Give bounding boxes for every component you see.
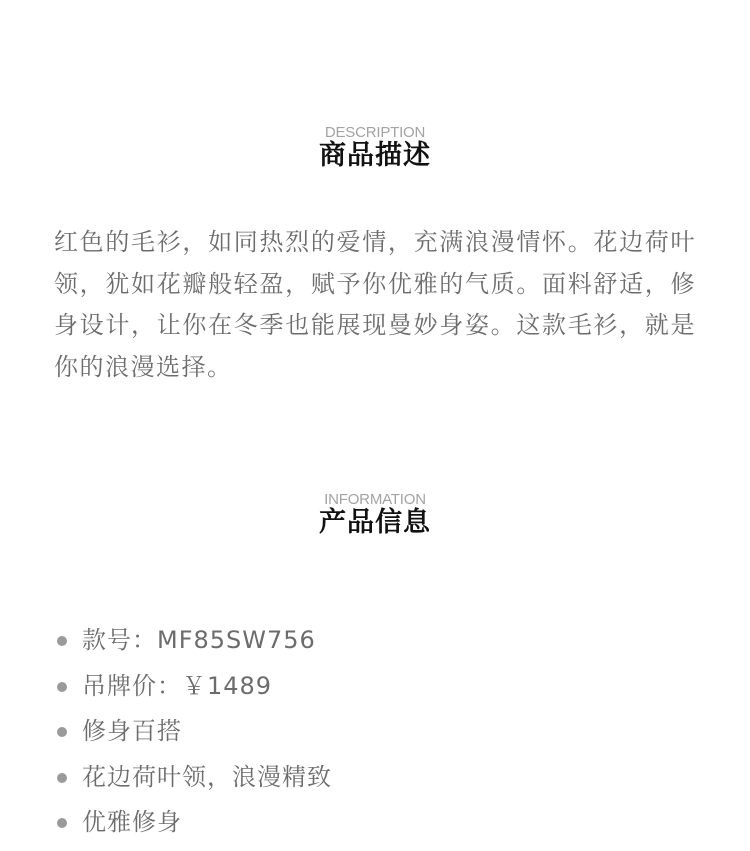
- bullet-dot-icon: [57, 682, 67, 692]
- bullet-dot-icon: [57, 727, 67, 737]
- info-item-text: 修身百搭: [82, 717, 182, 745]
- description-title: 商品描述: [319, 140, 431, 171]
- product-info-list: [57, 618, 332, 846]
- info-item-text: 花边荷叶领，浪漫精致: [82, 762, 332, 791]
- info-item-style-number: [57, 618, 332, 664]
- info-item-slim-fit: [57, 709, 332, 755]
- information-label-en: INFORMATION: [324, 491, 426, 508]
- description-label-en: DESCRIPTION: [324, 124, 426, 141]
- info-item-lace-collar: [57, 755, 332, 801]
- info-item-text: 款号：MF85SW756: [82, 626, 316, 654]
- info-item-tag-price: [57, 664, 332, 710]
- info-item-elegant-fit: [57, 800, 332, 846]
- bullet-dot-icon: [57, 773, 67, 783]
- bullet-dot-icon: [57, 818, 67, 828]
- description-heading: [0, 124, 750, 171]
- description-text: 红色的毛衫，如同热烈的爱情，充满浪漫情怀。花边荷叶领，犹如花瓣般轻盈，赋予你优雅的气质。面料舒适，修身设计，让你在冬季也能展现曼妙身姿。这款毛衫，就是你的浪漫选择。: [54, 228, 696, 381]
- bullet-dot-icon: [57, 636, 67, 646]
- information-title: 产品信息: [319, 507, 431, 538]
- information-heading: [0, 491, 750, 538]
- info-item-text: 优雅修身: [82, 808, 182, 836]
- info-item-text: 吊牌价：￥1489: [82, 671, 273, 700]
